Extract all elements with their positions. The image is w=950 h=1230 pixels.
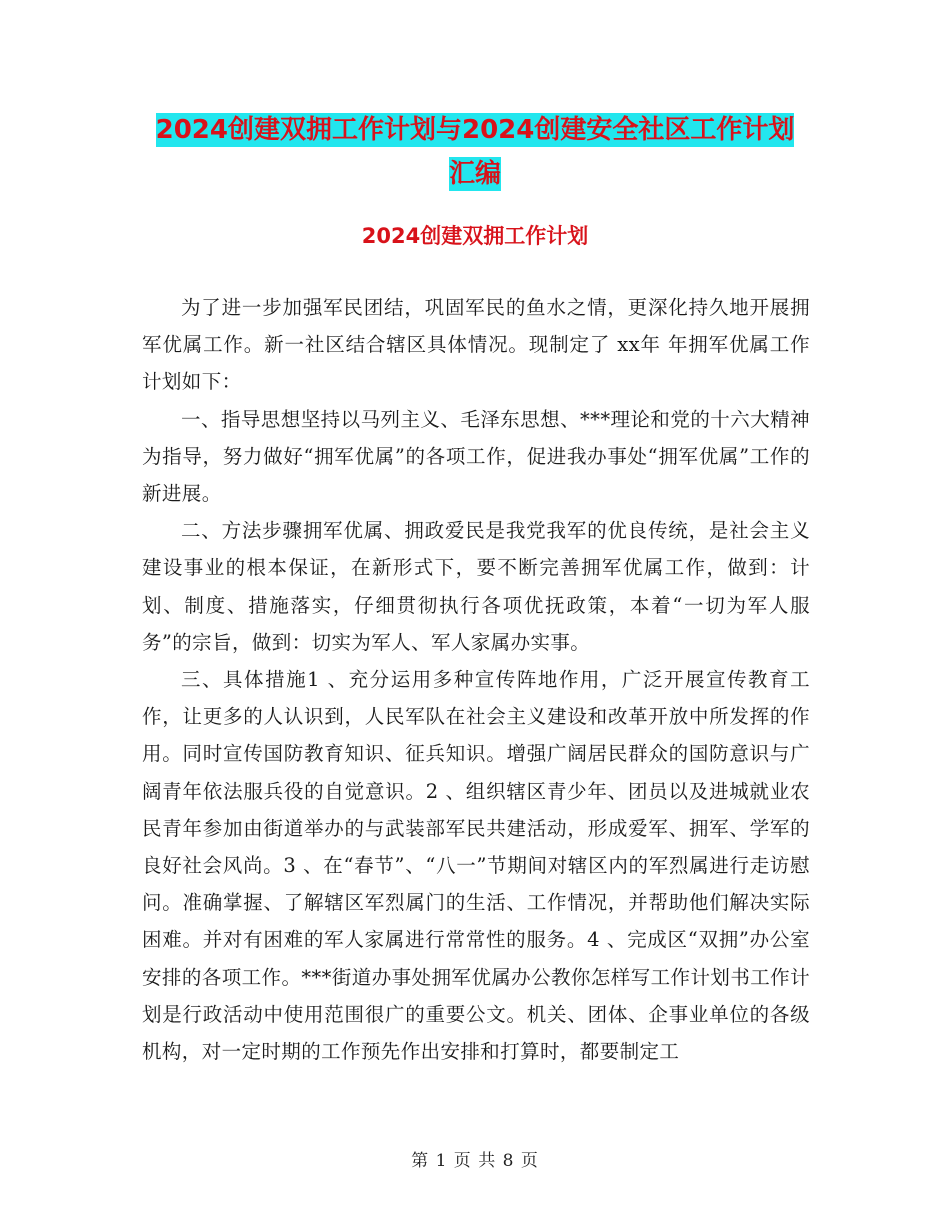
page-number-footer: 第 1 页 共 8 页 — [411, 1151, 539, 1171]
paragraph-guiding-ideology: 一、指导思想坚持以马列主义、毛泽东思想、***理论和党的十六大精神为指导，努力做好“拥军优属”的各项工作，促进我办事处“拥军优属”工作的新进展。 — [142, 407, 810, 506]
paragraph-measures: 三、具体措施1 、充分运用多种宣传阵地作用，广泛开展宣传教育工作，让更多的人认识到，人民军队在社会主义建设和改革开放中所发挥的作用。同时宣传国防教育知识、征兵知识。增强广阔居民群众的国防意识与广阔青年依法服兵役的自觉意识。2 、组织辖区青少年、团员以及进城就业农民青年参加由街道举办的与武装部军民共建活动，形成爱军、拥军、学军的良好社会风尚。3 、在“春节”、“八一”节期间对辖区内的军烈属进行走访慰问。准确掌握、了解辖区军烈属门的生活、工作情况，并帮助他们解决实际困难。并对有困难的军人家属进行常常性的服务。4 、完成区“双拥”办公室安排的各项工作。***街道办事处拥军优属办公教你怎样写工作计划书工作计划是行政活动中使用范围很广的重要公文。机关、团体、企事业单位的各级机构，对一定时期的工作预先作出安排和打算时，都要制定工 — [142, 668, 810, 1064]
section-title: 2024创建双拥工作计划 — [361, 224, 589, 248]
document-title-line-1: 2024创建双拥工作计划与2024创建安全社区工作计划 — [155, 115, 795, 145]
document-title-continued — [0, 156, 950, 192]
document-title — [0, 112, 950, 148]
document-body — [142, 289, 810, 1070]
paragraph-methods: 二、方法步骤拥军优属、拥政爱民是我党我军的优良传统，是社会主义建设事业的根本保证，在新形式下，要不断完善拥军优属工作，做到：计划、制度、措施落实，仔细贯彻执行各项优抚政策，本着“一切为军人服务”的宗旨，做到：切实为军人、军人家属办实事。 — [142, 519, 810, 654]
document-title-line-2: 汇编 — [448, 159, 501, 189]
paragraph-intro: 为了进一步加强军民团结，巩固军民的鱼水之情，更深化持久地开展拥军优属工作。新一社区结合辖区具体情况。现制定了 xx年 年拥军优属工作计划如下： — [142, 296, 810, 394]
